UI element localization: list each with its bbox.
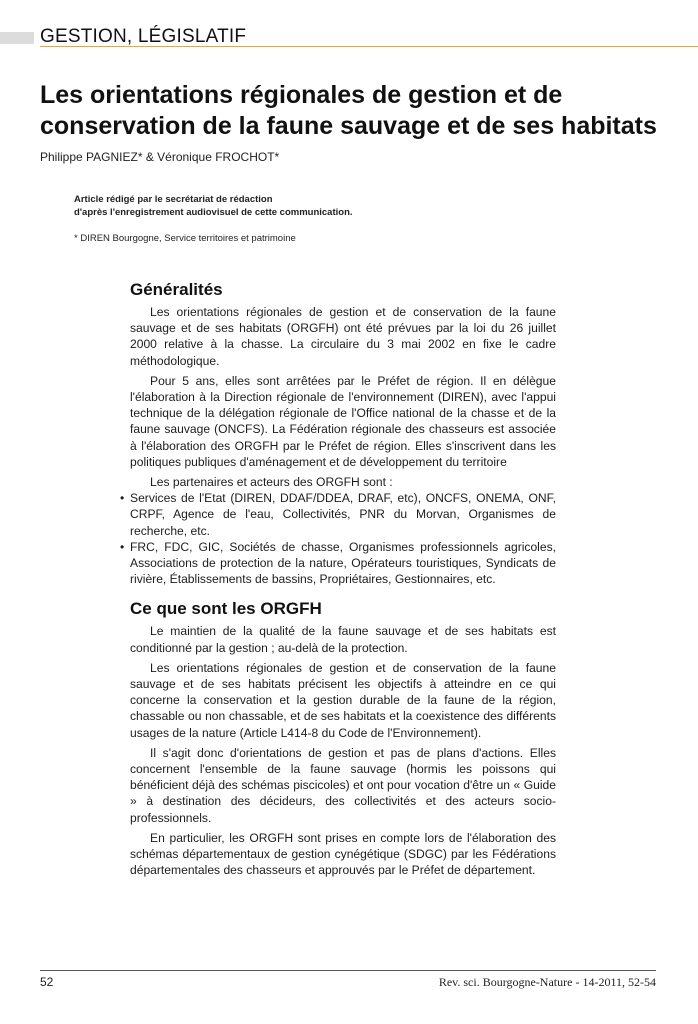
bullet-icon: • [120,539,125,554]
paragraph: Pour 5 ans, elles sont arrêtées par le Préfet de région. Il en délègue l'élaboration à la Direction régionale de l'environnement (DIREN), avec l'appui technique de la délégation régionale de l'Office national de la chasse et de la faune sauvage (ONCFS). La Fédération régionale des chasseurs est associée à l'élaboration des ORGFH par le Préfet de région. Elles s'inscrivent dans les politiques publiques d'aménagement et de développement du territoire [130,373,556,469]
paragraph: Les orientations régionales de gestion et de conservation de la faune sauvage et de ses habitats (ORGFH) ont été prévues par la loi du 26 juillet 2000 relative à la chasse. La circulaire du 3 mai 2002 en fixe le cadre méthodologique. [130,305,556,368]
header-rule [40,46,698,47]
bullet-text: FRC, FDC, GIC, Sociétés de chasse, Organismes professionnels agricoles, Associations de protection de la nature, Opérateurs touristiques, Syndicats de rivière, Établissements de bassins, Propriétaires, Gestionnaires, etc. [130,539,556,587]
editorial-note [74,193,353,219]
bullet-item [120,539,556,588]
bullet-text: Services de l'Etat (DIREN, DDAF/DDEA, DRAF, etc), ONCFS, ONEMA, ONF, CRPF, Agence de l'eau, Collectivités, PNR du Morvan, Organismes de recherche, etc. [130,491,556,538]
paragraph: Il s'agit donc d'orientations de gestion et pas de plans d'actions. Elles concernent l'ensemble de la faune sauvage (hormis les poissons qui bénéficient déjà des schémas piscicoles) et ont pour vocation d'être un « Guide » à destination des décideurs, des collectivités et des acteurs socio-professionnels. [130,745,556,825]
paragraph: Les orientations régionales de gestion et de conservation de la faune sauvage et de ses habitats précisent les objectifs à atteindre en ce qui concerne la conservation et la gestion durable de la faune de la région, chassable ou non chassable, et de ses habitats et la coexistence des différents usages de la nature (Article L414-8 du Code de l'Environnement). [130,660,556,740]
article-body [120,280,556,879]
paragraph: Les partenaires et acteurs des ORGFH sont : [150,475,393,490]
authors: Philippe PAGNIEZ* & Véronique FROCHOT* [40,150,280,164]
paragraph: Le maintien de la qualité de la faune sauvage et de ses habitats est conditionné par la gestion ; au-delà de la protection. [130,624,556,655]
journal-reference: Rev. sci. Bourgogne-Nature - 14-2011, 52-54 [438,975,656,989]
editorial-note-line: Article rédigé par le secrétariat de rédaction [74,194,273,205]
bullet-item [120,490,556,539]
header-marker-bar [0,32,34,44]
article-title: Les orientations régionales de gestion et de conservation de la faune sauvage et de ses habitats [40,81,657,140]
section-heading: Ce que sont les ORGFH [130,599,322,619]
page-number: 52 [40,975,54,989]
paragraph: En particulier, les ORGFH sont prises en compte lors de l'élaboration des schémas départementaux de gestion cynégétique (SDGC) par les Fédérations départementales des chasseurs et approuvés par le Préfet de département. [130,830,556,878]
affiliation: * DIREN Bourgogne, Service territoires et patrimoine [74,233,296,244]
section-heading: Généralités [130,280,223,299]
section-label: GESTION, LÉGISLATIF [40,26,247,47]
footer-rule [40,970,656,971]
editorial-note-line: d'après l'enregistrement audiovisuel de cette communication. [74,207,353,218]
bullet-icon: • [120,491,125,506]
